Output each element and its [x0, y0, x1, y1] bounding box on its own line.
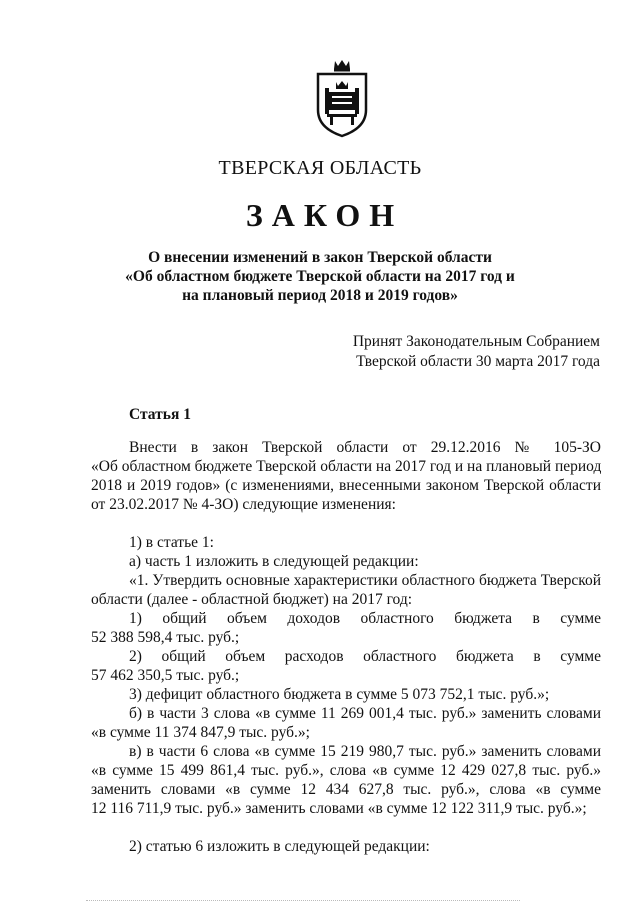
- law-subject: [0, 248, 640, 305]
- article-title: Статья 1: [129, 406, 191, 423]
- region-title: ТВЕРСКАЯ ОБЛАСТЬ: [218, 157, 422, 179]
- coat-of-arms-icon: [301, 58, 383, 140]
- law-subject-line: «Об областном бюджете Тверской области на 2017 год и: [125, 268, 515, 285]
- adoption-note: [352, 332, 600, 372]
- article-body: [91, 438, 601, 856]
- point-3-line: 3) дефицит областного бюджета в сумме 5 073 752,1 тыс. руб.»;: [129, 686, 550, 703]
- point-1-line: 1) общий объем доходов областного бюджета в сумме: [129, 610, 601, 627]
- item-title: 1) в статье 1:: [129, 534, 214, 551]
- subitem-v-line: «в сумме 15 499 861,4 тыс. руб.», слова «в сумме 12 429 027,8 тыс. руб.»: [91, 762, 601, 779]
- point-2-line: 2) общий объем расходов областного бюджета в сумме: [129, 648, 601, 665]
- subitem-b-line: б) в части 3 слова «в сумме 11 269 001,4 тыс. руб.» заменить словами: [129, 705, 601, 722]
- point-1-line: 52 388 598,4 тыс. руб.;: [91, 629, 240, 646]
- subitem-v-line: в) в части 6 слова «в сумме 15 219 980,7 тыс. руб.» заменить словами: [129, 743, 601, 760]
- law-subject-line: О внесении изменений в закон Тверской области: [148, 249, 492, 266]
- paragraph-line: Внести в закон Тверской области от 29.12.2016 № 105-ЗО: [129, 439, 601, 456]
- law-subject-line: на плановый период 2018 и 2019 годов»: [182, 287, 458, 304]
- subitem-a: а) часть 1 изложить в следующей редакции:: [129, 553, 419, 570]
- point-2-line: 57 462 350,5 тыс. руб.;: [91, 667, 240, 684]
- paragraph-line: «Об областном бюджете Тверской области на 2017 год и на плановый период: [91, 458, 602, 475]
- quote-line: «1. Утвердить основные характеристики областного бюджета Тверской: [129, 572, 601, 589]
- quote-line: области (далее - областной бюджет) на 2017 год:: [91, 591, 413, 608]
- subitem-v-line: 12 116 711,9 тыс. руб.» заменить словами «в сумме 12 122 311,9 тыс. руб.»;: [91, 800, 587, 817]
- subitem-v-line: заменить словами «в сумме 12 434 627,8 тыс. руб.», слова «в сумме: [91, 781, 601, 798]
- subitem-b-line: «в сумме 11 374 847,9 тыс. руб.»;: [91, 724, 310, 741]
- paragraph-line: от 23.02.2017 № 4-ЗО) следующие изменения:: [91, 496, 396, 513]
- adoption-line: Принят Законодательным Собранием: [352, 333, 600, 350]
- item-title: 2) статью 6 изложить в следующей редакции:: [129, 838, 430, 855]
- paragraph-line: 2018 и 2019 годов» (с изменениями, внесенными законом Тверской области: [91, 477, 601, 494]
- adoption-line: Тверской области 30 марта 2017 года: [356, 353, 600, 370]
- document-type-title: ЗАКОН: [245, 197, 404, 233]
- bottom-scan-edge: [86, 900, 520, 901]
